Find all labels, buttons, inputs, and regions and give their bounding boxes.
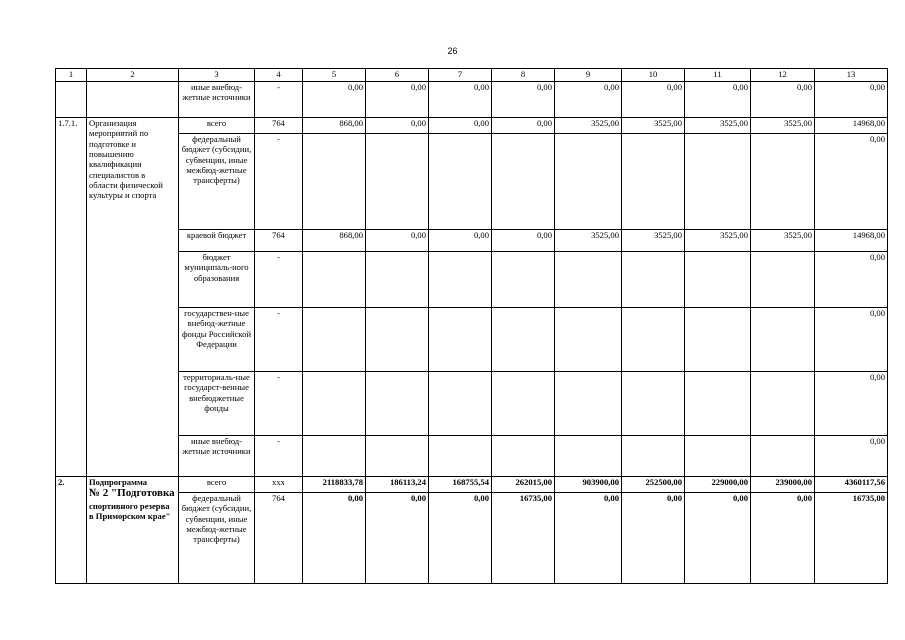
- table-row: [56, 493, 888, 584]
- value-cell: [685, 252, 751, 308]
- value-cell: [366, 252, 429, 308]
- value-cell: [555, 252, 622, 308]
- value-cell: [429, 372, 492, 436]
- value-cell: [492, 308, 555, 372]
- value-cell: 2118833,78: [303, 477, 366, 493]
- value-cell: 0,00: [555, 82, 622, 118]
- total-cell: 0,00: [815, 372, 888, 436]
- value-cell: 3525,00: [685, 118, 751, 134]
- measure-name-cell: Организация мероприятий по подготовке и повышению квалификации специалистов в области физической культуры и спорта: [87, 118, 179, 477]
- value-cell: 3525,00: [555, 230, 622, 252]
- value-cell: [492, 134, 555, 230]
- grbs-code: -: [255, 82, 303, 118]
- funding-source: федеральный бюджет (субсидии, субвенции, иные межбюд-жетные трансферты): [179, 493, 255, 584]
- value-cell: [303, 252, 366, 308]
- grbs-code: -: [255, 436, 303, 477]
- total-cell: 16735,00: [815, 493, 888, 584]
- column-header: 12: [751, 69, 815, 82]
- value-cell: [303, 372, 366, 436]
- value-cell: 0,00: [685, 493, 751, 584]
- total-cell: 4360117,56: [815, 477, 888, 493]
- budget-table: [55, 68, 888, 584]
- value-cell: 186113,24: [366, 477, 429, 493]
- column-header: 8: [492, 69, 555, 82]
- value-cell: 0,00: [303, 493, 366, 584]
- grbs-code: -: [255, 252, 303, 308]
- table-row: [56, 308, 888, 372]
- value-cell: [303, 134, 366, 230]
- value-cell: [751, 436, 815, 477]
- total-cell: 14968,00: [815, 230, 888, 252]
- value-cell: [685, 134, 751, 230]
- value-cell: 0,00: [366, 118, 429, 134]
- value-cell: 3525,00: [685, 230, 751, 252]
- column-header: 9: [555, 69, 622, 82]
- value-cell: [622, 252, 685, 308]
- value-cell: 868,00: [303, 230, 366, 252]
- subprogram-name-line: № 2 "Подготовка: [89, 487, 175, 500]
- grbs-code: 764: [255, 493, 303, 584]
- value-cell: 0,00: [751, 82, 815, 118]
- value-cell: 262015,00: [492, 477, 555, 493]
- funding-source: всего: [179, 477, 255, 493]
- value-cell: [685, 436, 751, 477]
- value-cell: 0,00: [366, 82, 429, 118]
- value-cell: [429, 252, 492, 308]
- grbs-code: 764: [255, 230, 303, 252]
- grbs-code: -: [255, 308, 303, 372]
- value-cell: 0,00: [492, 118, 555, 134]
- value-cell: [366, 308, 429, 372]
- value-cell: [622, 436, 685, 477]
- value-cell: 0,00: [429, 230, 492, 252]
- value-cell: 16735,00: [492, 493, 555, 584]
- value-cell: [429, 134, 492, 230]
- value-cell: 903900,00: [555, 477, 622, 493]
- row-number-cell: 1.7.1.: [56, 118, 87, 477]
- value-cell: [622, 308, 685, 372]
- value-cell: 0,00: [429, 118, 492, 134]
- total-cell: 0,00: [815, 252, 888, 308]
- column-header: 10: [622, 69, 685, 82]
- value-cell: [492, 252, 555, 308]
- grbs-code: -: [255, 134, 303, 230]
- value-cell: [366, 436, 429, 477]
- funding-source: государствен-ные внебюд-жетные фонды Российской Федерации: [179, 308, 255, 372]
- subprogram-name-line: Подпрограмма: [89, 477, 148, 487]
- total-cell: 0,00: [815, 436, 888, 477]
- value-cell: 868,00: [303, 118, 366, 134]
- column-header: 2: [87, 69, 179, 82]
- table-row: [56, 134, 888, 230]
- table-row: [56, 82, 888, 118]
- column-header: 5: [303, 69, 366, 82]
- table-row: [56, 118, 888, 134]
- value-cell: [622, 372, 685, 436]
- table-row: [56, 252, 888, 308]
- value-cell: 3525,00: [555, 118, 622, 134]
- value-cell: [751, 134, 815, 230]
- value-cell: 0,00: [366, 493, 429, 584]
- value-cell: 3525,00: [622, 230, 685, 252]
- value-cell: 0,00: [492, 230, 555, 252]
- value-cell: [751, 372, 815, 436]
- value-cell: 252500,00: [622, 477, 685, 493]
- value-cell: [429, 308, 492, 372]
- value-cell: [492, 372, 555, 436]
- value-cell: 0,00: [429, 493, 492, 584]
- value-cell: [429, 436, 492, 477]
- column-header: 13: [815, 69, 888, 82]
- funding-source: всего: [179, 118, 255, 134]
- value-cell: [492, 436, 555, 477]
- value-cell: [555, 436, 622, 477]
- header-row: [56, 69, 888, 82]
- subprogram-name-cell: [87, 477, 179, 584]
- table-row: [56, 477, 888, 493]
- measure-name-cell: [87, 82, 179, 118]
- funding-source: иные внебюд-жетные источники: [179, 436, 255, 477]
- table-row: [56, 230, 888, 252]
- value-cell: 3525,00: [751, 230, 815, 252]
- value-cell: 0,00: [555, 493, 622, 584]
- funding-source: бюджет муниципаль-ного образования: [179, 252, 255, 308]
- row-number-cell: 2.: [56, 477, 87, 584]
- funding-source: краевой бюджет: [179, 230, 255, 252]
- value-cell: [685, 372, 751, 436]
- value-cell: [751, 308, 815, 372]
- value-cell: 0,00: [303, 82, 366, 118]
- value-cell: 0,00: [492, 82, 555, 118]
- column-header: 3: [179, 69, 255, 82]
- value-cell: [303, 308, 366, 372]
- column-header: 4: [255, 69, 303, 82]
- funding-source: иные внебюд-жетные источники: [179, 82, 255, 118]
- value-cell: 0,00: [366, 230, 429, 252]
- value-cell: 0,00: [429, 82, 492, 118]
- total-cell: 0,00: [815, 308, 888, 372]
- value-cell: [555, 134, 622, 230]
- value-cell: [303, 436, 366, 477]
- value-cell: 229000,00: [685, 477, 751, 493]
- page-number: 26: [447, 46, 458, 56]
- total-cell: 0,00: [815, 134, 888, 230]
- value-cell: [366, 134, 429, 230]
- row-number-cell: [56, 82, 87, 118]
- table-row: [56, 372, 888, 436]
- funding-source: территориаль-ные государст-венные внебюджетные фонды: [179, 372, 255, 436]
- value-cell: 0,00: [685, 82, 751, 118]
- funding-source: федеральный бюджет (субсидии, субвенции, иные межбюд-жетные трансферты): [179, 134, 255, 230]
- value-cell: [622, 134, 685, 230]
- grbs-code: ххх: [255, 477, 303, 493]
- value-cell: 3525,00: [622, 118, 685, 134]
- value-cell: [685, 308, 751, 372]
- value-cell: [555, 372, 622, 436]
- column-header: 6: [366, 69, 429, 82]
- column-header: 1: [56, 69, 87, 82]
- value-cell: [555, 308, 622, 372]
- value-cell: 239000,00: [751, 477, 815, 493]
- value-cell: [366, 372, 429, 436]
- table-row: [56, 436, 888, 477]
- total-cell: 14968,00: [815, 118, 888, 134]
- value-cell: 168755,54: [429, 477, 492, 493]
- grbs-code: -: [255, 372, 303, 436]
- grbs-code: 764: [255, 118, 303, 134]
- column-header: 7: [429, 69, 492, 82]
- column-header: 11: [685, 69, 751, 82]
- value-cell: 0,00: [622, 82, 685, 118]
- value-cell: 0,00: [751, 493, 815, 584]
- subprogram-name-line: спортивного резерва в Приморском крае": [89, 500, 171, 521]
- value-cell: 0,00: [622, 493, 685, 584]
- total-cell: 0,00: [815, 82, 888, 118]
- value-cell: [751, 252, 815, 308]
- value-cell: 3525,00: [751, 118, 815, 134]
